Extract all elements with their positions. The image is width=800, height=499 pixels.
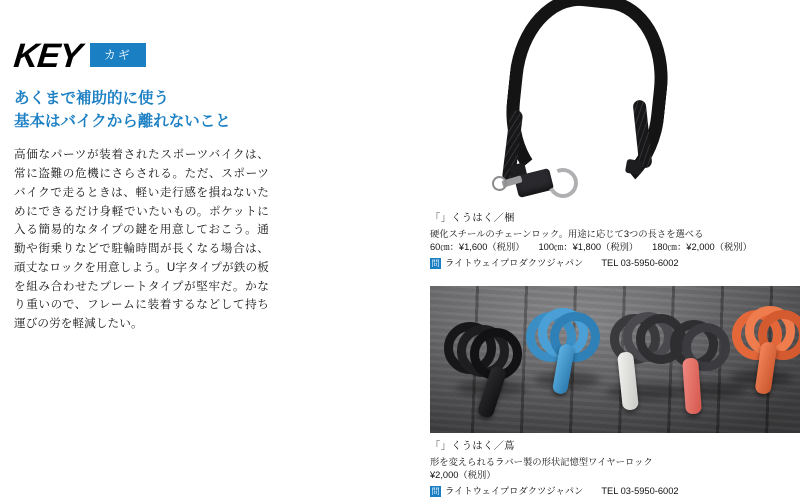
article-lead-line-1: あくまで補助的に使う <box>14 90 170 108</box>
product-block-2 <box>430 286 800 498</box>
product-1-price: 60㎝：¥1,600（税別） 100㎝：¥1,800（税別） 180㎝：¥2,000（税別） <box>430 242 752 253</box>
wire-locks-photo <box>430 286 800 433</box>
product-1-tel: TEL 03-5950-6002 <box>601 257 679 268</box>
product-2-description: 形を変えられるラバー製の形状記憶型ワイヤーロック <box>430 456 653 467</box>
article-body: 高価なパーツが装着されたスポーツバイクは、常に盗難の危機にさらされる。ただ、スポーツバイクで走るときは、軽い走行感を損ねないためにできるだけ身軽でいたいもの。ポケットに入る簡易的なタイプの鍵を用意しておこう。通勤や街乗りなどで駐輪時間が長くなる場合は、頑丈なロックを用意しよう。U字タイプが鉄の板を組み合わせたプレートタイプが堅牢だ。かなり重いので、フレームに装着するなどして持ち運びの労を軽減したい。 <box>14 148 269 331</box>
page-title-kana-badge: カギ <box>90 43 146 67</box>
product-1-description: 硬化スチールのチェーンロック。用途に応じて3つの長さを選べる <box>430 228 704 239</box>
chain-end-right <box>625 159 643 176</box>
product-2-title: 「」くうはく／蔦 <box>430 441 515 452</box>
page-title: KEY <box>12 37 83 75</box>
title-row <box>12 37 269 75</box>
inquiry-mark-icon: 問 <box>431 259 440 269</box>
article-lead-line-2: 基本はバイクから離れないこと <box>14 112 231 130</box>
article-text-column <box>12 37 269 334</box>
product-2-tel: TEL 03-5950-6002 <box>601 485 679 496</box>
article-lead <box>14 88 269 133</box>
inquiry-mark-icon: 問 <box>431 487 440 497</box>
product-2-caption <box>430 440 800 498</box>
product-1-brand: ライトウェイプロダクツジャパン <box>445 257 584 268</box>
chain-lock-photo <box>430 0 800 205</box>
drop-shadow <box>606 384 684 400</box>
product-2-price: ¥2,000（税別） <box>430 470 496 481</box>
product-block-1 <box>430 0 800 270</box>
product-2-brand: ライトウェイプロダクツジャパン <box>445 485 584 496</box>
product-1-title: 「」くうはく／梱 <box>430 213 515 224</box>
product-1-contact <box>430 257 800 270</box>
product-2-contact <box>430 485 800 498</box>
product-1-caption <box>430 212 800 270</box>
